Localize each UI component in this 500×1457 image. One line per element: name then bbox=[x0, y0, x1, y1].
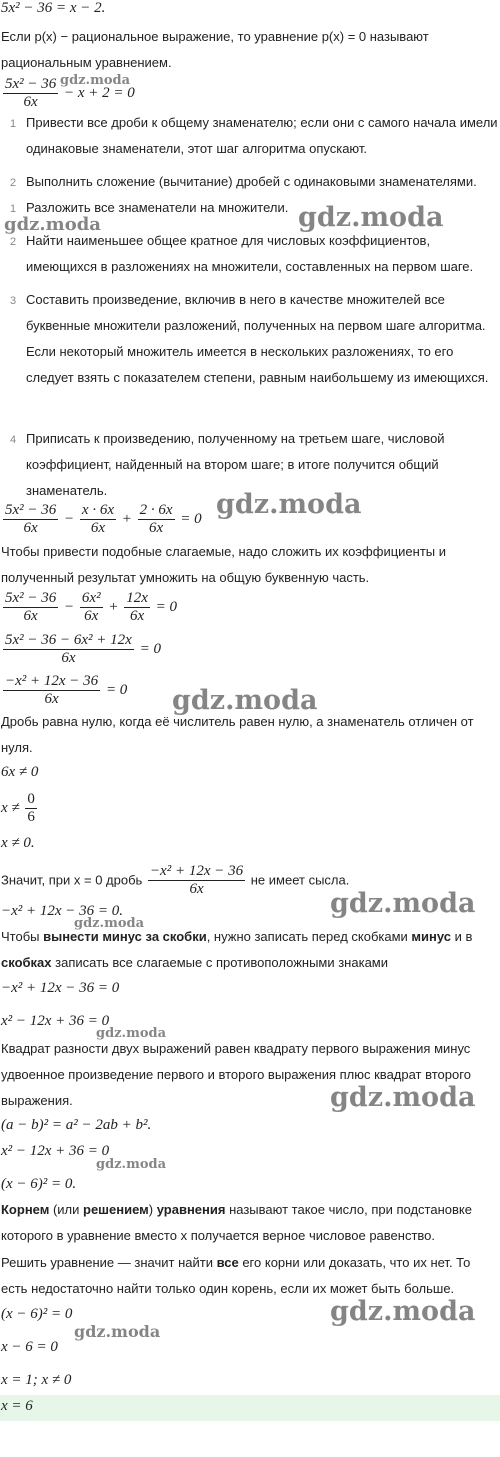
watermark: gdz.moda bbox=[172, 685, 318, 716]
equation-negated: −x² + 12x − 36 = 0 bbox=[1, 980, 120, 996]
fraction: $\frac{\text{5x² − 36}}{6x}$ bbox=[5, 502, 57, 536]
fraction: $\frac{\text{5x² − 36 − 6x² + 12x}}{6x}$ bbox=[5, 632, 132, 666]
watermark: gdz.moda bbox=[96, 1026, 167, 1041]
solve-definition: Решить уравнение — значит найти все его корни или доказать, что их нет. То есть недостаточно найти только один корень, если их может быть больше. bbox=[1, 1255, 471, 1296]
watermark: gdz.moda bbox=[60, 73, 131, 88]
watermark: gdz.moda bbox=[216, 489, 362, 520]
fraction: $\frac{0}{6}$ bbox=[27, 791, 35, 825]
rational-equation-definition: Если p(x) − рациональное выражение, то уравнение p(x) = 0 называют рациональным уравнением. bbox=[1, 29, 429, 70]
equation-factored: (x − 6)² = 0. bbox=[1, 1176, 77, 1192]
equation-combined: $\frac{\text{5x² − 36 − 6x² + 12x}}{6x}$ = 0 bbox=[5, 632, 161, 666]
watermark: gdz.moda bbox=[96, 1157, 167, 1172]
equation-quadratic: x² − 12x + 36 = 0 bbox=[1, 1143, 110, 1159]
equation-roots: x = 1; x ≠ 0 bbox=[1, 1372, 72, 1388]
fraction: $\frac{x \cdot 6x}{6x}$ bbox=[81, 502, 114, 536]
condition-2: x ≠ $\frac{0}{6}$ bbox=[1, 791, 35, 825]
equation-positive: x² − 12x + 36 = 0 bbox=[1, 1013, 110, 1029]
fraction: $\frac{\text{−x² + 12x − 36}}{6x}$ bbox=[149, 863, 244, 897]
zero-fraction-rule: Дробь равна нулю, когда её числитель равен нулю, а знаменатель отличен от нуля. bbox=[1, 714, 474, 755]
fraction: $\frac{2 \cdot 6x}{6x}$ bbox=[139, 502, 173, 536]
equation-simplified: $\frac{\text{−x² + 12x − 36}}{6x}$ = 0 bbox=[5, 673, 128, 707]
fraction: $\frac{\text{6x²}}{6x}$ bbox=[81, 590, 101, 624]
equation-moved: $\frac{\text{5x² − 36}}{6x}$ − x + 2 = 0 bbox=[5, 76, 135, 110]
minus-out-rule: Чтобы вынести минус за скобки, нужно записать перед скобками минус и в скобках записать все слагаемые с противоположными знаками bbox=[1, 929, 473, 970]
answer: x = 6 bbox=[1, 1398, 33, 1414]
watermark: gdz.moda bbox=[74, 1322, 161, 1341]
watermark: gdz.moda bbox=[298, 202, 444, 233]
condition-3: x ≠ 0. bbox=[1, 835, 35, 851]
fraction: $\frac{\text{5x² − 36}}{6x}$ bbox=[5, 76, 57, 110]
denominator-step-4: 4 Приписать к произведению, полученному на третьем шаге, числовой коэффициент, найденный на втором шаге; в итоге получится общий знаменатель. bbox=[10, 431, 445, 498]
fraction: $\frac{\text{−x² + 12x − 36}}{6x}$ bbox=[5, 673, 99, 707]
fraction: $\frac{12x}{6x}$ bbox=[126, 590, 148, 624]
equation-numerator: −x² + 12x − 36 = 0. bbox=[1, 903, 124, 919]
watermark: gdz.moda bbox=[4, 214, 101, 235]
denominator-step-2: 2 Найти наименьшее общее кратное для числовых коэффициентов, имеющихся в разложениях на множители, составленных на первом шаге. bbox=[10, 233, 474, 274]
answer-highlight bbox=[0, 1395, 500, 1421]
watermark: gdz.moda bbox=[330, 1082, 476, 1113]
square-of-difference-rule: Квадрат разности двух выражений равен квадрату первого выражения минус удвоенное произведение первого и второго выражения плюс квадрат второго выражения. bbox=[1, 1041, 471, 1108]
watermark: gdz.moda bbox=[330, 1296, 476, 1327]
algorithm-step-2: 2 Выполнить сложение (вычитание) дробей с одинаковыми знаменателями. bbox=[10, 174, 477, 189]
equation-common-denominator: $\frac{\text{5x² − 36}}{6x}$ − $\frac{x \cdot 6x}{6x}$ + $\frac{2 \cdot 6x}{6x}$ = 0 bbox=[5, 502, 202, 536]
like-terms-rule: Чтобы привести подобные слагаемые, надо сложить их коэффициенты и полученный результат умножить на общую буквенную часть. bbox=[1, 544, 446, 585]
watermark: gdz.moda bbox=[330, 888, 476, 919]
equation-linear: x − 6 = 0 bbox=[1, 1339, 58, 1355]
condition-1: 6x ≠ 0 bbox=[1, 764, 39, 780]
equation-expanded: $\frac{\text{5x² − 36}}{6x}$ − $\frac{\text{6x²}}{6x}$ + $\frac{12x}{6x}$ = 0 bbox=[5, 590, 177, 624]
formula-square-difference: (a − b)² = a² − 2ab + b². bbox=[1, 1117, 152, 1133]
fraction: $\frac{\text{5x² − 36}}{6x}$ bbox=[5, 590, 57, 624]
watermark: gdz.moda bbox=[74, 916, 145, 931]
root-definition: Корнем (или решением) уравнения называют такое число, при подстановке которого в уравнение вместо x получается верное числовое равенство. bbox=[1, 1202, 472, 1243]
denominator-step-1: 1 Разложить все знаменатели на множители. bbox=[10, 200, 289, 215]
undefined-note: Значит, при x = 0 дробь $\frac{\text{−x² + 12x − 36}}{6x}$ не имеет сысла. bbox=[1, 863, 350, 897]
equation-original: 5x² − 36 = x − 2. bbox=[1, 0, 106, 16]
algorithm-step-1: 1 Привести все дроби к общему знаменателю; если они с самого начала имели одинаковые знаменатели, этот шаг алгоритма опускают. bbox=[10, 115, 498, 156]
equation-square-zero: (x − 6)² = 0 bbox=[1, 1306, 73, 1322]
denominator-step-3: 3 Составить произведение, включив в него в качестве множителей все буквенные множители разложений, полученных на первом шаге алгоритма. Если некоторый множитель имеется в нескольких разложениях, то его следует взять с показателем степени, равным наибольшему из имеющихся. bbox=[10, 292, 489, 385]
